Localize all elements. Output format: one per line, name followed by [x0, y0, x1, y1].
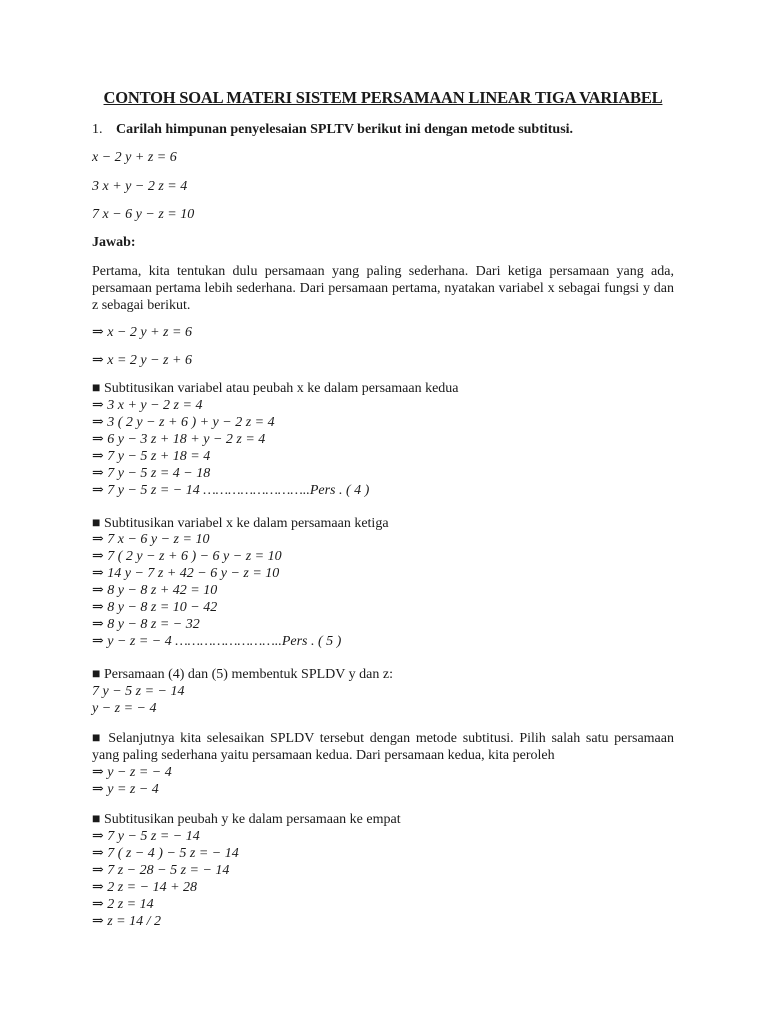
- section2-step: ⇒ 8 y − 8 z + 42 = 10: [92, 583, 218, 598]
- section1-step: ⇒ 3 x + y − 2 z = 4: [92, 398, 203, 413]
- section1-heading: ■ Subtitusikan variabel atau peubah x ke dalam persamaan kedua: [92, 381, 459, 396]
- section5-step: ⇒ 2 z = − 14 + 28: [92, 880, 198, 895]
- intro-paragraph: Pertama, kita tentukan dulu persamaan yang paling sederhana. Dari ketiga persamaan yang ada, persamaan pertama lebih sederhana. Dari persamaan pertama, nyatakan variabel x sebagai fungsi y dan z sebagai berikut.: [92, 264, 674, 313]
- intro-step-2: ⇒ x = 2 y − z + 6: [92, 353, 192, 368]
- document-title: CONTOH SOAL MATERI SISTEM PERSAMAAN LINEAR TIGA VARIABEL: [103, 88, 663, 107]
- section3-heading: ■ Persamaan (4) dan (5) membentuk SPLDV y dan z:: [92, 667, 393, 682]
- section5-step: ⇒ 7 z − 28 − 5 z = − 14: [92, 863, 230, 878]
- section1-step: ⇒ 7 y − 5 z = 4 − 18: [92, 466, 211, 481]
- section5-step: ⇒ 2 z = 14: [92, 897, 154, 912]
- section2-step: ⇒ 14 y − 7 z + 42 − 6 y − z = 10: [92, 566, 280, 581]
- section3-step: 7 y − 5 z = − 14: [92, 684, 185, 699]
- section2-step: ⇒ 8 y − 8 z = − 32: [92, 617, 200, 632]
- intro-step-1: ⇒ x − 2 y + z = 6: [92, 325, 192, 340]
- equation-2: 3 x + y − 2 z = 4: [92, 179, 188, 194]
- section1-step: ⇒ 7 y − 5 z + 18 = 4: [92, 449, 211, 464]
- section2-step: ⇒ 7 x − 6 y − z = 10: [92, 532, 210, 547]
- section5-step: ⇒ z = 14 / 2: [92, 914, 162, 929]
- section5-step: ⇒ 7 y − 5 z = − 14: [92, 829, 200, 844]
- section4-step: ⇒ y = z − 4: [92, 782, 159, 797]
- equation-3: 7 x − 6 y − z = 10: [92, 207, 195, 222]
- section2-step: ⇒ y − z = − 4 ……………………..Pers . ( 5 ): [92, 634, 342, 649]
- section1-step: ⇒ 3 ( 2 y − z + 6 ) + y − 2 z = 4: [92, 415, 275, 430]
- section4-step: ⇒ y − z = − 4: [92, 765, 172, 780]
- equation-1: x − 2 y + z = 6: [92, 150, 177, 165]
- question-1: [92, 121, 573, 138]
- section2-heading: ■ Subtitusikan variabel x ke dalam persamaan ketiga: [92, 516, 389, 531]
- section2-step: ⇒ 8 y − 8 z = 10 − 42: [92, 600, 218, 615]
- answer-label: Jawab:: [92, 235, 136, 250]
- section3-step: y − z = − 4: [92, 701, 157, 716]
- section5-heading: ■ Subtitusikan peubah y ke dalam persamaan ke empat: [92, 812, 401, 827]
- section1-step: ⇒ 6 y − 3 z + 18 + y − 2 z = 4: [92, 432, 266, 447]
- section5-step: ⇒ 7 ( z − 4 ) − 5 z = − 14: [92, 846, 239, 861]
- question-text: Carilah himpunan penyelesaian SPLTV berikut ini dengan metode subtitusi.: [116, 122, 574, 137]
- section4-paragraph: ■ Selanjutnya kita selesaikan SPLDV tersebut dengan metode subtitusi. Pilih salah satu persamaan yang paling sederhana yaitu persamaan kedua. Dari persamaan kedua, kita peroleh: [92, 731, 674, 763]
- section1-step: ⇒ 7 y − 5 z = − 14 ……………………..Pers . ( 4 ): [92, 483, 370, 498]
- section2-step: ⇒ 7 ( 2 y − z + 6 ) − 6 y − z = 10: [92, 549, 282, 564]
- question-number: 1.: [92, 122, 103, 137]
